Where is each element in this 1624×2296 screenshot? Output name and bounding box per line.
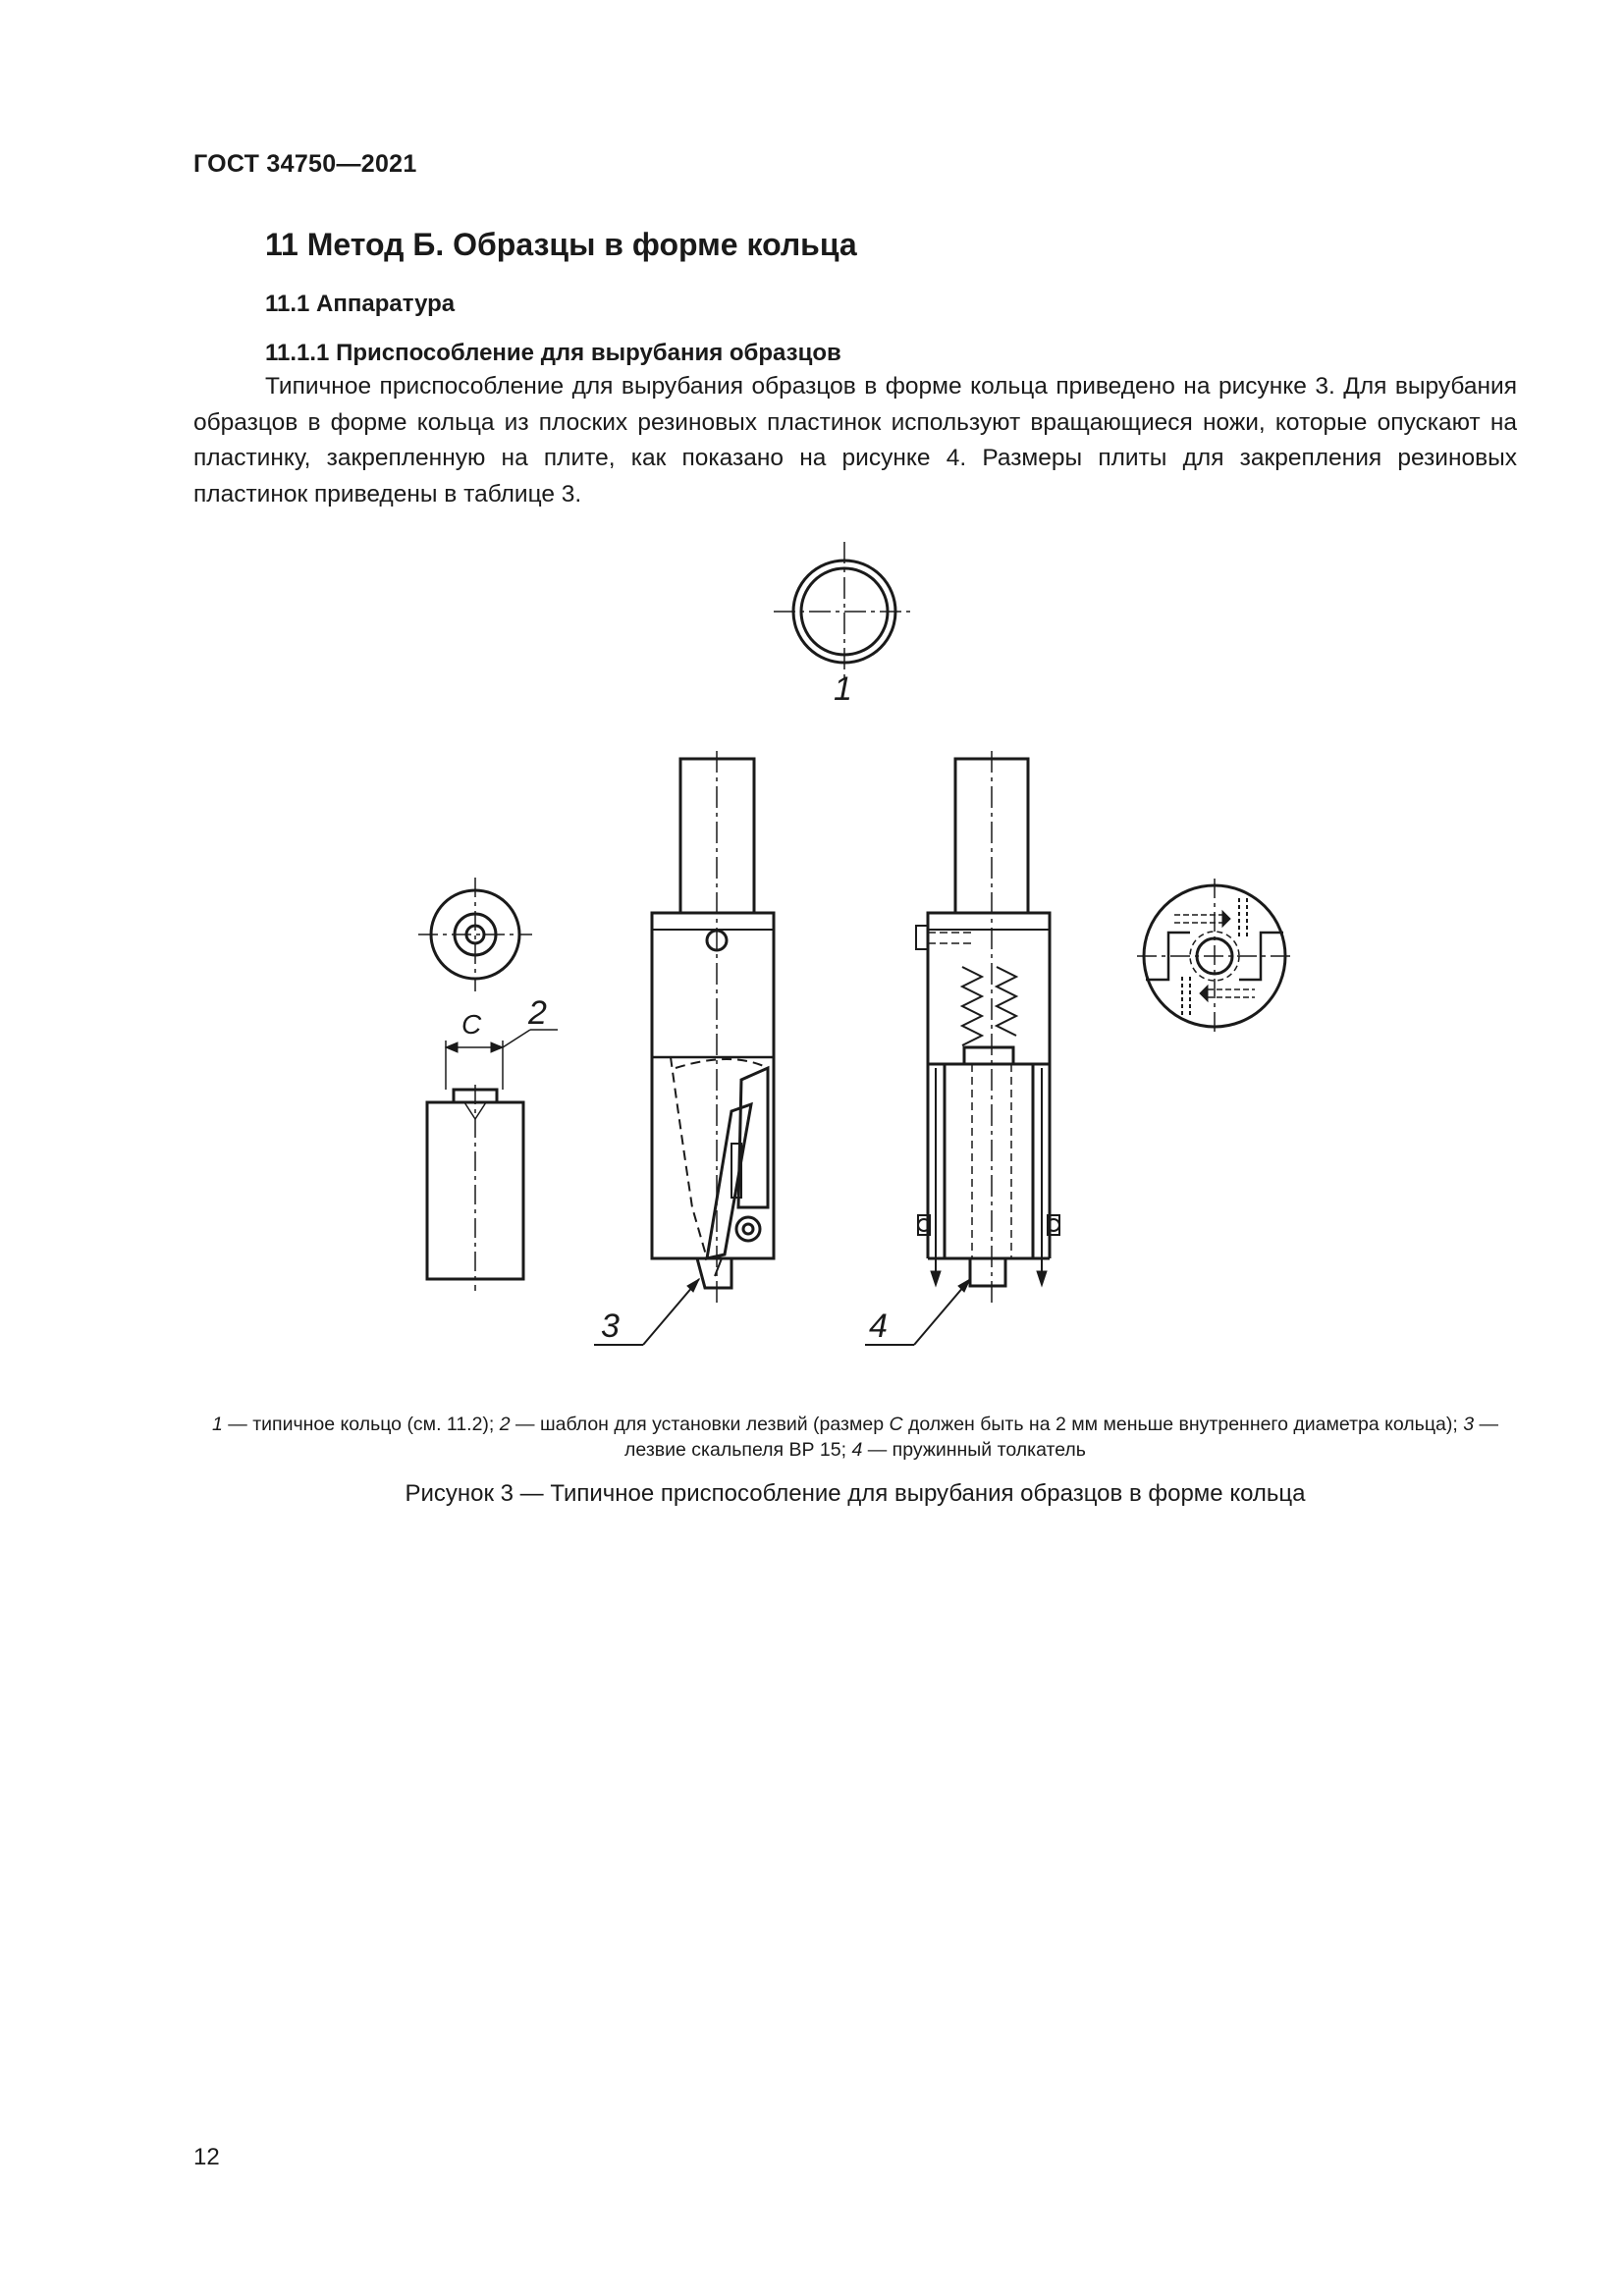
figure-legend: 1 — типичное кольцо (см. 11.2); 2 — шаблон для установки лезвий (размер C должен быть на 2 мм меньше внутреннего диаметра кольца); 3 — лезвие скальпеля ВР 15; 4 — пружинный толкатель: [212, 1414, 1498, 1461]
body-paragraph: Типичное приспособление для вырубания образцов в форме кольца приведено на рисунке 3. Для вырубания образцов в форме кольца из плоских резиновых пластинок используют вращающиеся ножи, которые опускают на пластинку, закрепленную на плите, как показано на рисунке 4. Размеры плиты для закрепления резиновых пластинок приведены в таблице 3.: [193, 373, 1517, 507]
label-dimension-c: C: [461, 1009, 482, 1040]
figure-3: [0, 530, 1624, 1384]
tool-bottom-view: [1137, 879, 1292, 1034]
ring-drawing: [774, 542, 915, 683]
subsection-title: 11.1 Аппаратура: [265, 291, 456, 317]
page-number: 12: [193, 2144, 220, 2170]
document-code: ГОСТ 34750—2021: [193, 150, 417, 178]
figure-drawing: [0, 530, 1624, 1384]
label-template: 2: [528, 994, 547, 1032]
tool-side-view: [916, 751, 1059, 1306]
subsubsection-title: 11.1.1 Приспособление для вырубания образцов: [265, 340, 841, 366]
leader-lines: [594, 1279, 970, 1345]
tool-front-view: [652, 751, 774, 1306]
label-pusher: 4: [869, 1308, 888, 1345]
figure-caption: Рисунок 3 — Типичное приспособление для вырубания образцов в форме кольца: [405, 1480, 1306, 1507]
section-title: 11 Метод Б. Образцы в форме кольца: [265, 227, 857, 262]
label-blade: 3: [601, 1308, 620, 1345]
label-ring: 1: [834, 670, 852, 708]
template-drawing: [418, 878, 558, 1291]
